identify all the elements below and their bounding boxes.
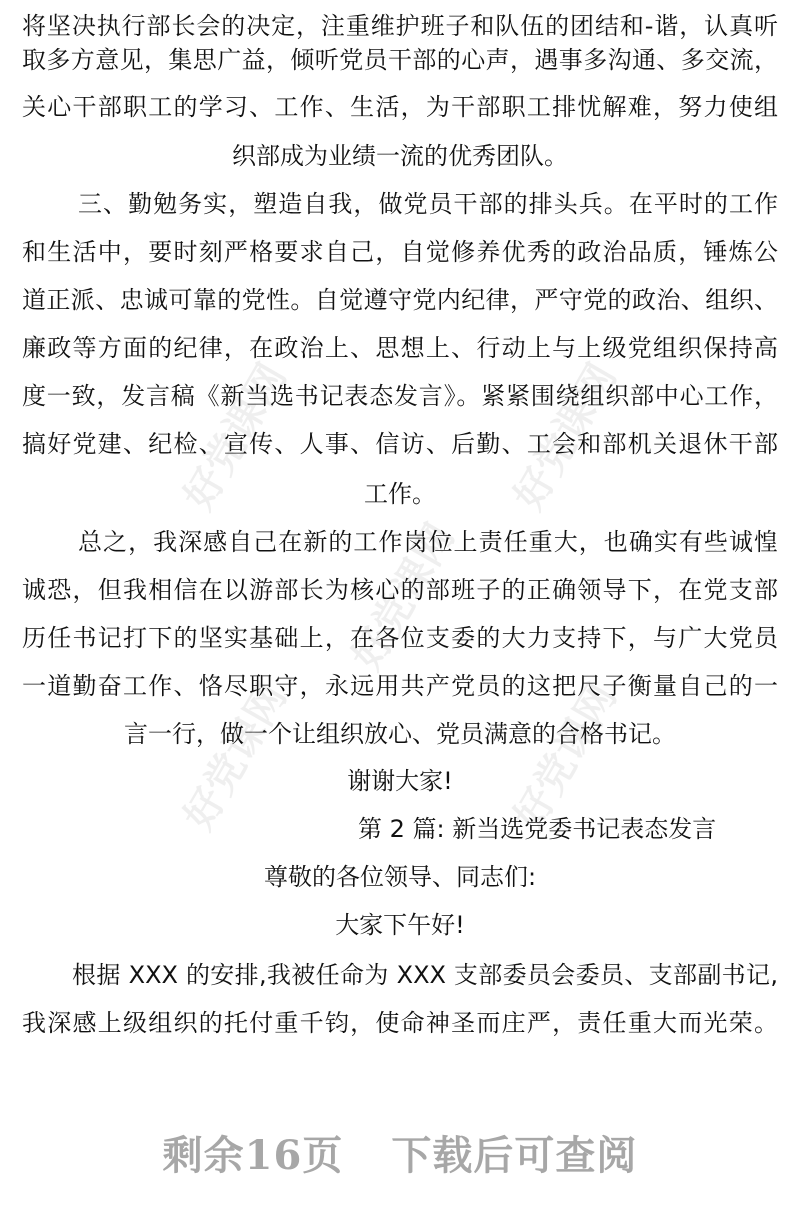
closing-line: 谢谢大家! [347,767,453,795]
paragraph-line: 总之，我深感自己在新的工作岗位上责任重大，也确实有些诚惶 [78,528,778,556]
paragraph-line: 织部成为业绩一流的优秀团队。 [232,142,568,170]
watermark: 好党课网 [505,355,626,518]
paragraph-line: 度一致，发言稿《新当选书记表态发言》。紧紧围绕组织部中心工作， [22,382,778,410]
paragraph-line: 言一行，做一个让组织放心、党员满意的合格书记。 [124,720,676,748]
paragraph-line: 将坚决执行部长会的决定，注重维护班子和队伍的团结和-谐，认真听 [22,12,778,40]
section-title: 第 2 篇: 新当选党委书记表态发言 [358,815,717,843]
salutation-line: 尊敬的各位领导、同志们: [263,863,537,891]
paragraph-line: 道正派、忠诚可靠的党性。自觉遵守党内纪律，严守党的政治、组织、 [22,286,778,314]
paragraph-line: 历任书记打下的坚实基础上，在各位支委的大力支持下，与广大党员 [22,624,778,652]
watermark: 好党课网 [343,515,464,678]
greeting-line: 大家下午好! [335,911,465,939]
paragraph-line: 根据 XXX 的安排,我被任命为 XXX 支部委员会委员、支部副书记, [72,961,778,989]
paragraph-line: 工作。 [364,480,436,508]
paragraph-line: 三、勤勉务实，塑造自我，做党员干部的排头兵。在平时的工作 [78,190,778,218]
download-hint-text: 下载后可查阅 [391,1132,638,1179]
paragraph-line: 我深感上级组织的托付重千钧，使命神圣而庄严，责任重大而光荣。 [22,1009,778,1037]
paragraph-line: 诚恐，但我相信在以游部长为核心的部班子的正确领导下，在党支部 [22,576,778,604]
paragraph-line: 和生活中，要时刻严格要求自己，自觉修养优秀的政治品质，锤炼公 [22,238,778,266]
paragraph-line: 搞好党建、纪检、宣传、人事、信访、后勤、工会和部机关退休干部 [22,430,778,458]
remaining-pages-banner[interactable] [0,1124,800,1188]
paragraph-line: 一道勤奋工作、恪尽职守，永远用共产党员的这把尺子衡量自己的一 [22,672,778,700]
watermark: 好党课网 [505,675,626,838]
watermark: 好党课网 [175,355,296,518]
watermark: 好党课网 [175,675,296,838]
paragraph-line: 廉政等方面的纪律，在政治上、思想上、行动上与上级党组织保持高 [22,334,778,362]
paragraph-line: 关心干部职工的学习、工作、生活，为干部职工排忧解难，努力使组 [22,93,778,121]
paragraph-line: 取多方意见，集思广益，倾听党员干部的心声，遇事多沟通、多交流， [22,46,778,74]
remaining-pages-text: 剩余16页 [162,1132,344,1179]
